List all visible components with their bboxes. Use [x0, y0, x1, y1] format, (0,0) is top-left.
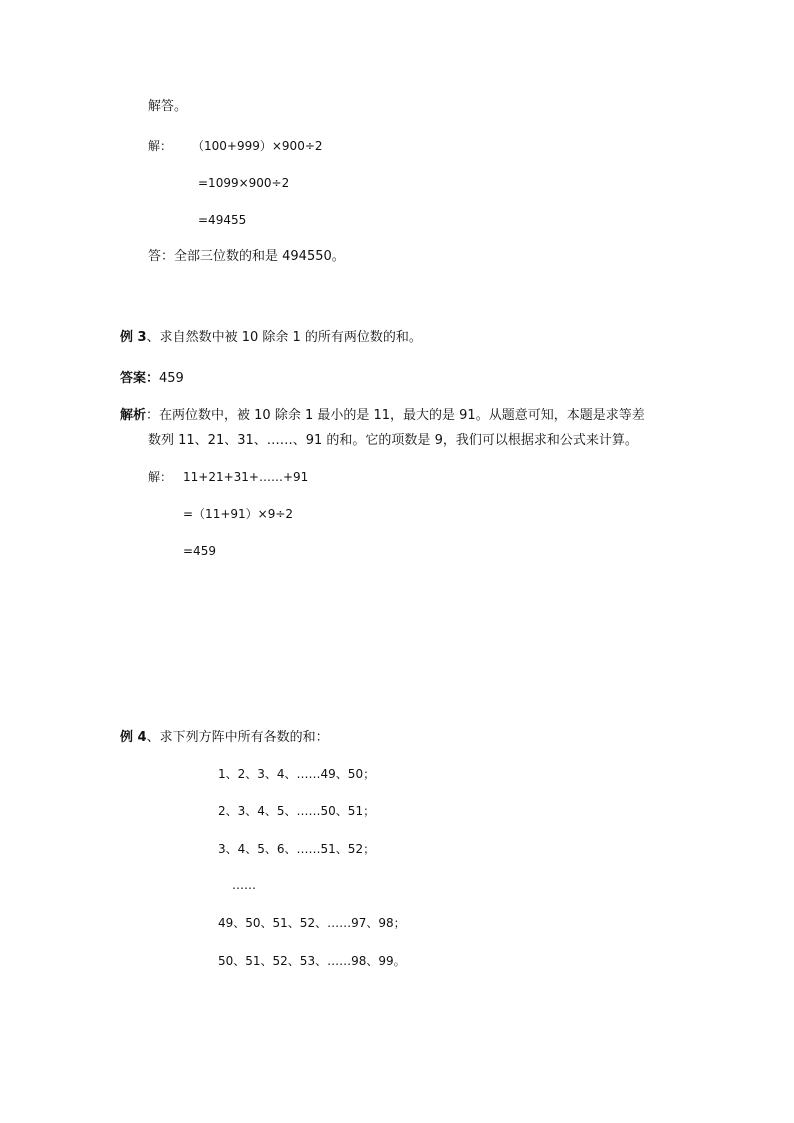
analysis-text-1: ：在两位数中，被 10 除余 1 最小的是 11，最大的是 91。从题意可知，本题是求等差: [146, 408, 645, 423]
answer-value: 459: [159, 371, 184, 386]
example-3-question-text: 、求自然数中被 10 除余 1 的所有两位数的和。: [146, 330, 422, 345]
example-3-answer: [120, 370, 184, 388]
example-3-label: 例 3: [120, 330, 147, 345]
matrix-row: 50、51、52、53、……98、99。: [218, 954, 406, 968]
example-3-step-1: 11+21+31+……+91: [183, 470, 309, 484]
answer-label: 答案：: [120, 371, 160, 386]
matrix-ellipsis: ……: [232, 878, 256, 892]
matrix-row: 3、4、5、6、……51、52；: [218, 842, 376, 856]
solution-step-3: =49455: [198, 213, 247, 227]
solution-label: 解：: [148, 139, 173, 153]
solution-step-2: =1099×900÷2: [198, 176, 290, 190]
example-3-solution-label: 解：: [148, 470, 173, 484]
final-answer: 答：全部三位数的和是 494550。: [148, 249, 345, 264]
example-3-step-3: =459: [183, 544, 216, 558]
solution-step-1: （100+999）×900÷2: [192, 139, 323, 153]
analysis-line-2: 数列 11、21、31、……、91 的和。它的项数是 9，我们可以根据求和公式来计算。: [148, 433, 638, 448]
example-3-step-2: =（11+91）×9÷2: [183, 507, 294, 521]
example-4-question: [120, 729, 329, 747]
matrix-row: 49、50、51、52、……97、98；: [218, 916, 406, 930]
intro-tail-text: 解答。: [148, 99, 188, 114]
matrix-row: 2、3、4、5、……50、51；: [218, 804, 376, 818]
example-4-label: 例 4: [120, 730, 147, 745]
example-3-question: [120, 329, 422, 347]
analysis-label: 解析: [120, 408, 147, 423]
analysis-line-1: [120, 407, 645, 425]
example-4-question-text: 、求下列方阵中所有各数的和：: [146, 730, 329, 745]
matrix-row: 1、2、3、4、……49、50；: [218, 767, 376, 781]
